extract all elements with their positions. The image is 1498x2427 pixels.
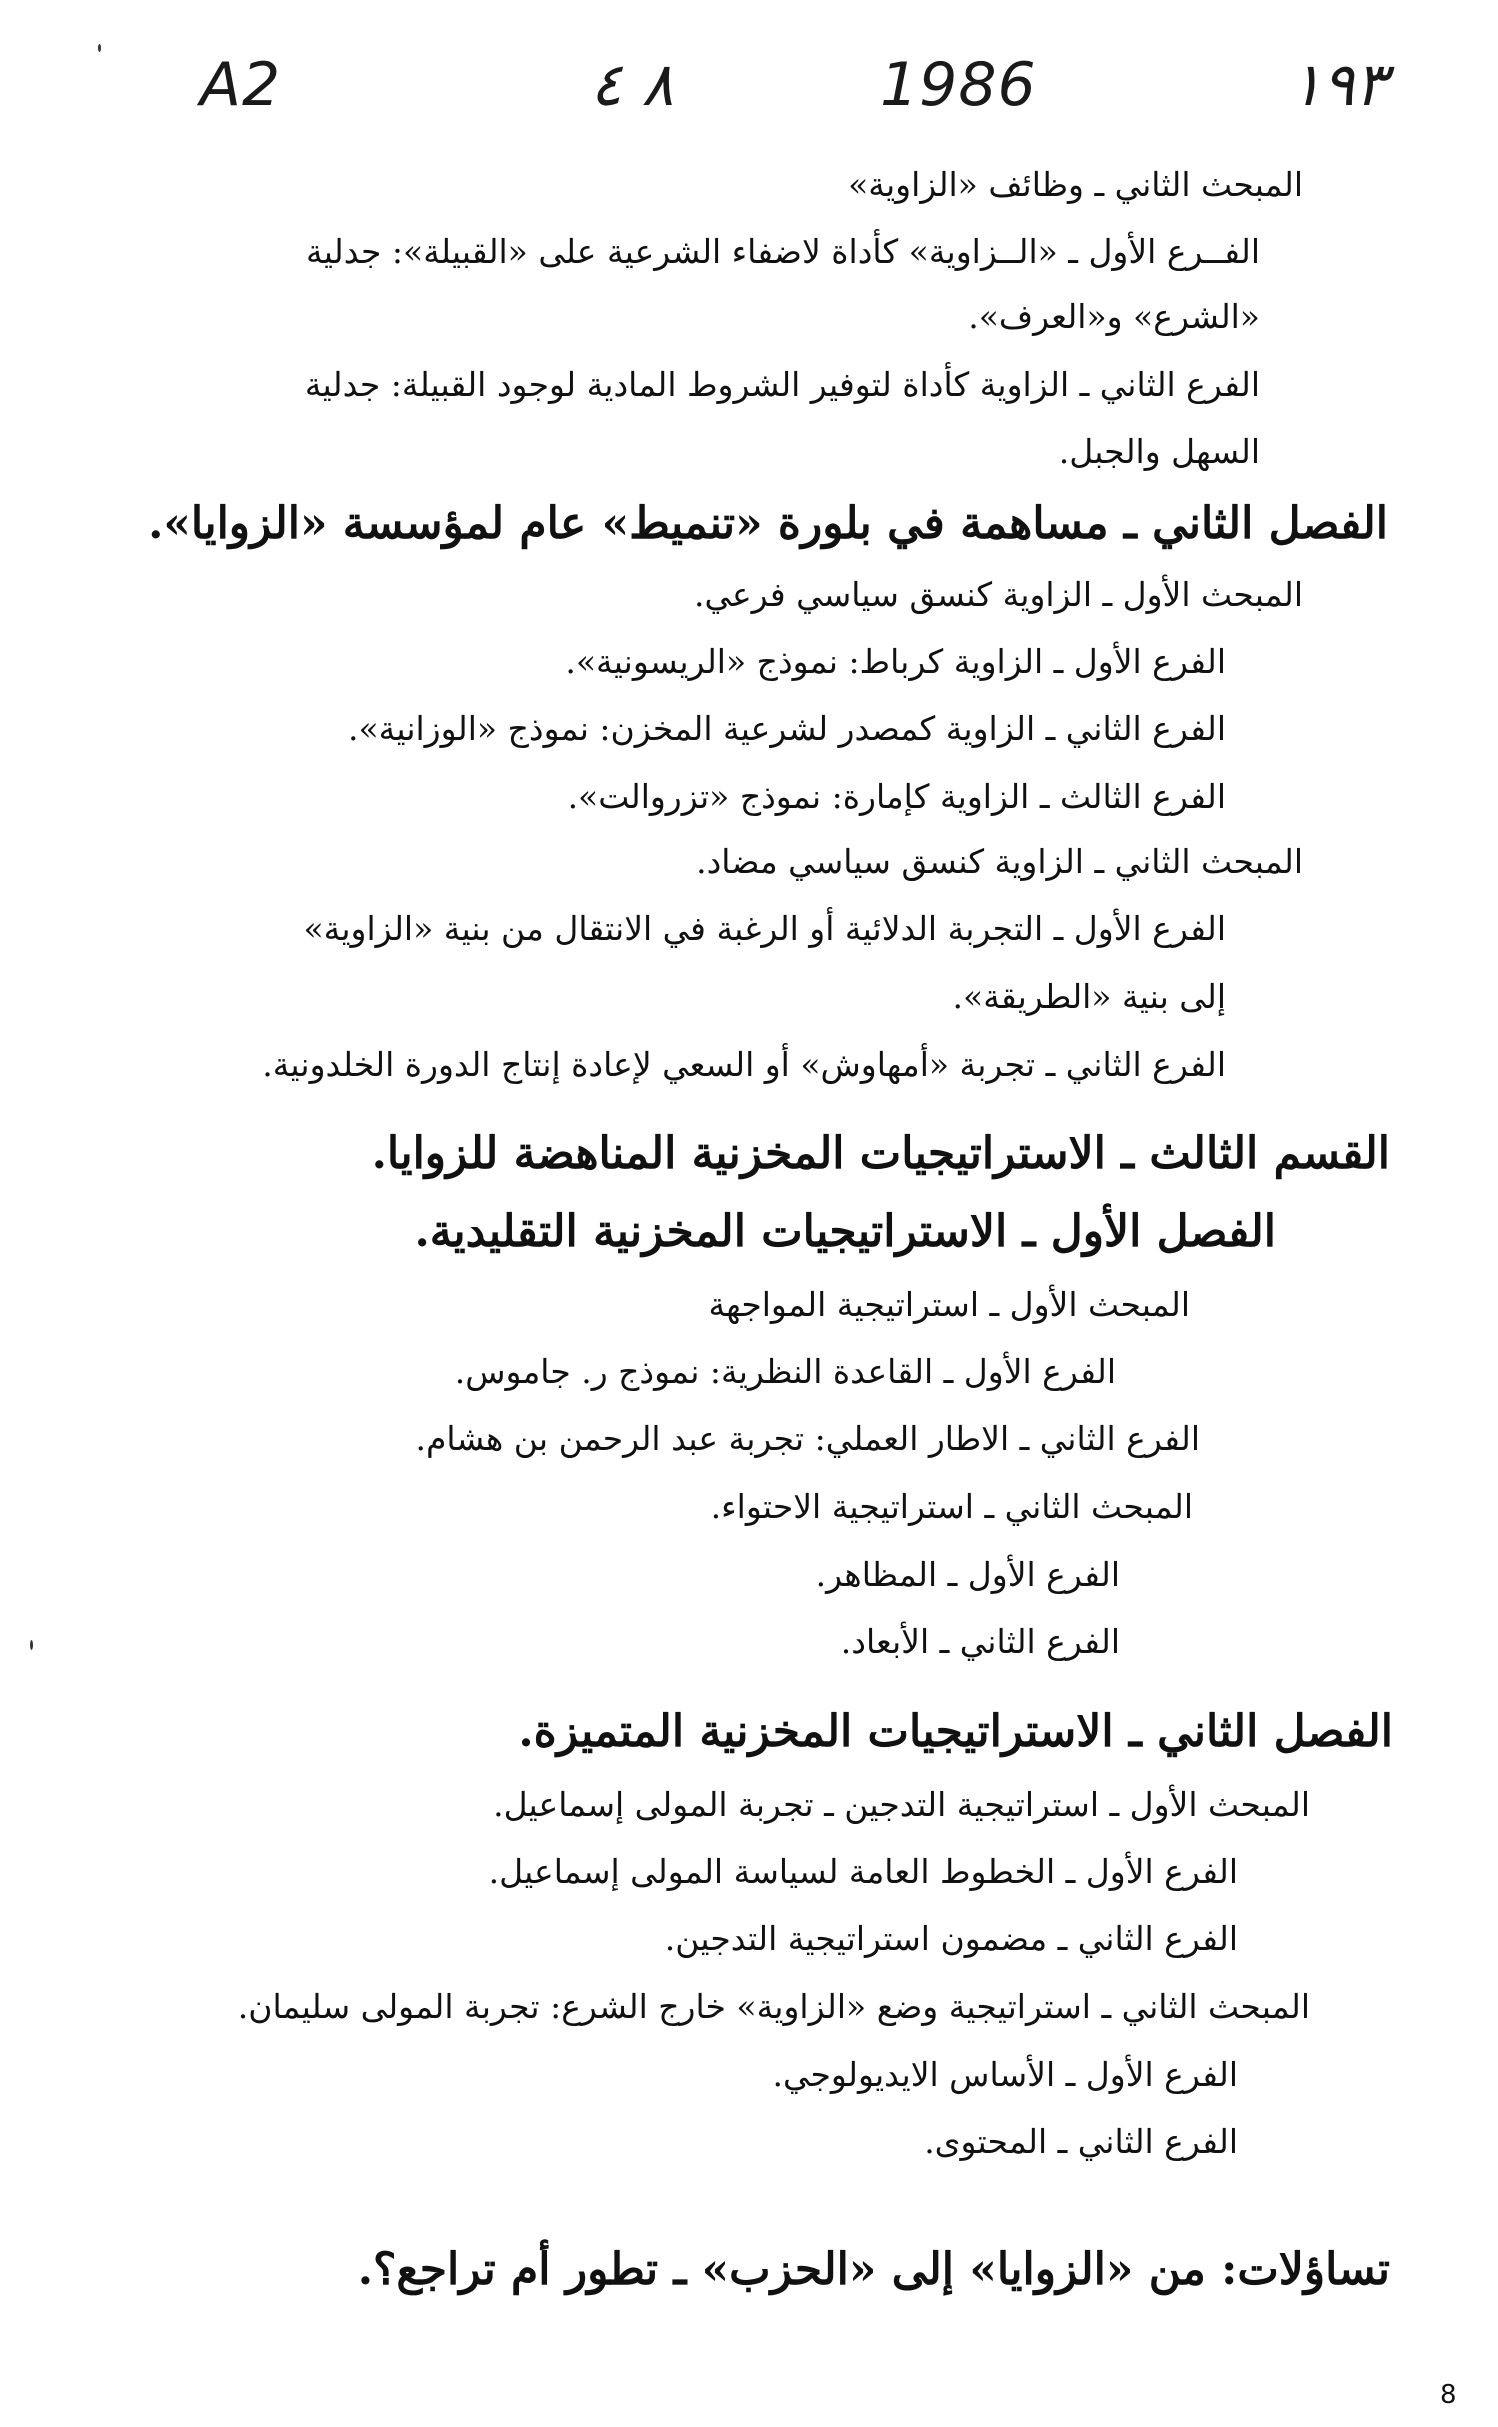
toc-line-branch: الفرع الثاني ـ الأبعاد. bbox=[840, 1622, 1120, 1661]
toc-line-branch: الفرع الأول ـ التجربة الدلائية أو الرغبة في الانتقال من بنية «الزاوية» bbox=[303, 909, 1226, 948]
toc-line-chapter: الفصل الثاني ـ الاستراتيجيات المخزنية المتميزة. bbox=[518, 1706, 1393, 1757]
toc-line-chapter: الفصل الثاني ـ مساهمة في بلورة «تنميط» عام لمؤسسة «الزوايا». bbox=[148, 498, 1388, 549]
handwritten-note-year: 1986 bbox=[880, 50, 1037, 120]
toc-line-branch: الفرع الثالث ـ الزاوية كإمارة: نموذج «تزروالت». bbox=[567, 777, 1226, 816]
handwritten-note-84: ٨ ٤ bbox=[590, 50, 674, 120]
toc-line-branch: الفرع الأول ـ الأساس الايديولوجي. bbox=[772, 2055, 1238, 2094]
toc-line-subsection: المبحث الثاني ـ الزاوية كنسق سياسي مضاد. bbox=[696, 842, 1303, 881]
toc-line-subsection: المبحث الأول ـ الزاوية كنسق سياسي فرعي. bbox=[693, 575, 1303, 614]
toc-line-subsection: المبحث الأول ـ استراتيجية المواجهة bbox=[708, 1285, 1190, 1324]
handwritten-note-193: ١٩٣ bbox=[1290, 50, 1387, 120]
toc-line-subsection: المبحث الثاني ـ استراتيجية وضع «الزاوية» خارج الشرع: تجربة المولى سليمان. bbox=[237, 1987, 1310, 2026]
toc-line-continuation: السهل والجبل. bbox=[1058, 432, 1260, 471]
toc-line-branch: الفرع الأول ـ القاعدة النظرية: نموذج ر. جاموس. bbox=[454, 1352, 1116, 1391]
toc-line-branch: الفرع الثاني ـ المحتوى. bbox=[924, 2122, 1238, 2161]
toc-line-branch: الفرع الثاني ـ مضمون استراتيجية التدجين. bbox=[664, 1919, 1238, 1958]
toc-line-branch: الفرع الثاني ـ الزاوية كأداة لتوفير الشروط المادية لوجود القبيلة: جدلية bbox=[304, 365, 1260, 404]
toc-line-branch: الفــرع الأول ـ «الــزاوية» كأداة لاضفاء الشرعية على «القبيلة»: جدلية bbox=[306, 232, 1260, 271]
toc-line-chapter: الفصل الأول ـ الاستراتيجيات المخزنية التقليدية. bbox=[414, 1206, 1276, 1257]
toc-line-branch: الفرع الأول ـ الزاوية كرباط: نموذج «الريسونية». bbox=[565, 642, 1226, 681]
toc-line-subsection: المبحث الثاني ـ وظائف «الزاوية» bbox=[848, 165, 1303, 204]
page-number: 8 bbox=[1440, 2380, 1457, 2410]
toc-line-subsection: المبحث الأول ـ استراتيجية التدجين ـ تجربة المولى إسماعيل. bbox=[493, 1785, 1310, 1824]
toc-line-questions: تساؤلات: من «الزوايا» إلى «الحزب» ـ تطور أم تراجع؟. bbox=[357, 2244, 1390, 2295]
toc-line-branch: الفرع الأول ـ الخطوط العامة لسياسة المولى إسماعيل. bbox=[488, 1852, 1238, 1891]
toc-line-branch: الفرع الثاني ـ الاطار العملي: تجربة عبد الرحمن بن هشام. bbox=[415, 1419, 1200, 1458]
toc-line-branch: الفرع الثاني ـ الزاوية كمصدر لشرعية المخزن: نموذج «الوزانية». bbox=[348, 709, 1226, 748]
toc-line-continuation: إلى بنية «الطريقة». bbox=[952, 977, 1226, 1016]
scan-speck bbox=[30, 1640, 33, 1650]
toc-line-subsection: المبحث الثاني ـ استراتيجية الاحتواء. bbox=[710, 1487, 1193, 1526]
scan-speck bbox=[98, 44, 101, 52]
handwritten-note-a2: A2 bbox=[200, 50, 282, 120]
toc-line-branch: الفرع الثاني ـ تجربة «أمهاوش» أو السعي لإعادة إنتاج الدورة الخلدونية. bbox=[262, 1045, 1226, 1084]
toc-line-part: القسم الثالث ـ الاستراتيجيات المخزنية المناهضة للزوايا. bbox=[371, 1128, 1390, 1179]
toc-line-branch: الفرع الأول ـ المظاهر. bbox=[815, 1555, 1120, 1594]
toc-line-continuation: «الشرع» و«العرف». bbox=[968, 297, 1260, 336]
